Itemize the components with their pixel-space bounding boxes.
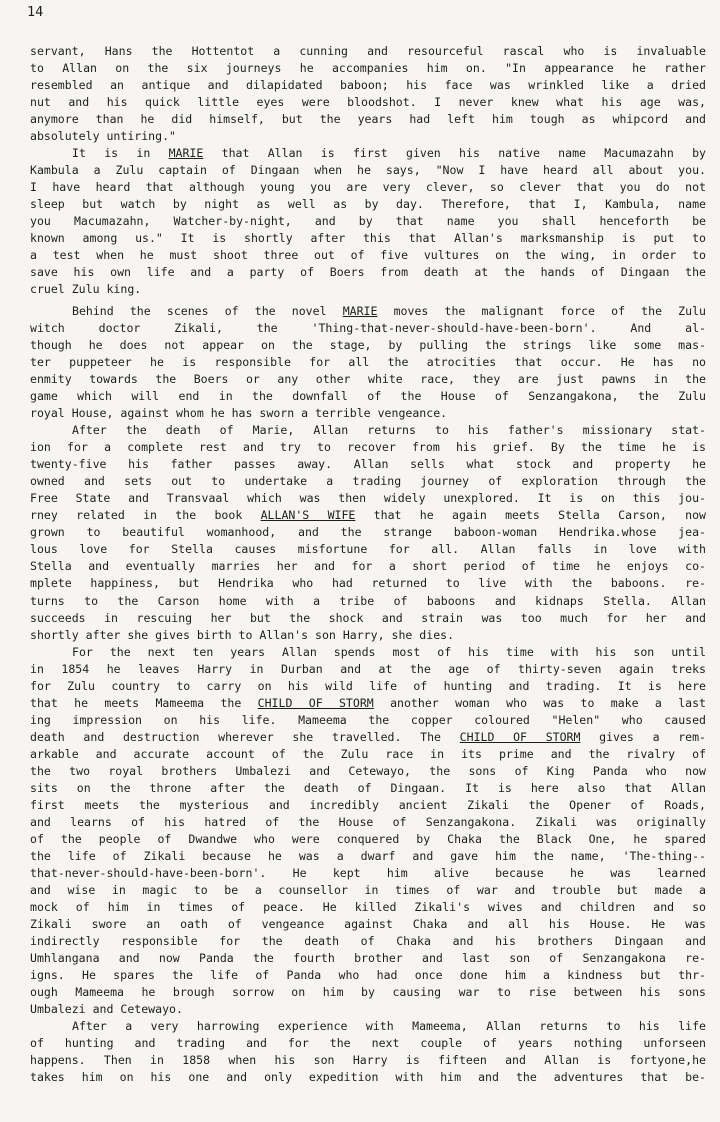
text-line: of the people of Dwandwe who were conquered by Chaka the Black One, he spared: [30, 831, 706, 846]
text-line: Zikali swore an oath of vengeance against Chaka and all his House. He was: [30, 916, 706, 931]
text-line: Umhlangana and now Panda the fourth brother and last son of Senzangakona re-: [30, 950, 706, 965]
page-number: 14: [27, 4, 44, 20]
text-line: ter puppeteer he is responsible for all the atrocities that occur. He has no: [30, 355, 706, 370]
book-title: CHILD OF STORM: [459, 729, 581, 744]
text-line: anymore than he did himself, but the years had left him tough as whipcord and: [30, 112, 706, 127]
text-line: servant, Hans the Hottentot a cunning and resourceful rascal who is invaluable: [30, 44, 706, 58]
text-line: succeeds in rescuing her but the shock and strain was too much for her and: [30, 610, 706, 625]
text-line: grown to beautiful womanhood, and the strange baboon-woman Hendrika.whose jea-: [30, 525, 706, 540]
text-line: sits on the throne after the death of Dingaan. It is here also that Allan: [30, 780, 706, 795]
text-line: cruel Zulu king.: [30, 282, 142, 297]
text-line: in 1854 he leaves Harry in Durban and at the age of thirty-seven again treks: [30, 661, 706, 676]
text-line: Kambula a Zulu captain of Dingaan when he says, "Now I have heard all about you.: [30, 163, 706, 178]
text-line: happens. Then in 1858 when his son Harry is fifteen and Allan is fortyone,he: [30, 1052, 706, 1067]
text-line: twenty-five his father passes away. Allan sells what stock and property he: [30, 457, 706, 472]
text-line: you Macumazahn, Watcher-by-night, and by that name you shall henceforth be: [30, 214, 706, 229]
text-line: that he meets Mameema the CHILD OF STORM another woman who was to make a last: [30, 695, 706, 710]
text-line: a test when he must shoot three out of five vultures on the wing, in order to: [30, 248, 706, 263]
text-line: save his own life and a party of Boers from death at the hands of Dingaan the: [30, 265, 706, 280]
text-line: and wise in magic to be a counsellor in times of war and trouble but made a: [30, 882, 706, 897]
book-title: CHILD OF STORM: [257, 695, 374, 710]
text-line: lous love for Stella causes misfortune for all. Allan falls in love with: [30, 542, 706, 557]
text-line: known among us." It is shortly after this that Allan's marksmanship is put to: [30, 231, 706, 246]
text-line: to Allan on the six journeys he accompanies him on. "In appearance he rather: [30, 61, 706, 76]
text-line: of hunting and trading and for the next couple of years nothing unforseen: [30, 1035, 706, 1050]
text-line: royal House, against whom he has sworn a terrible vengeance.: [30, 406, 448, 421]
text-line: igns. He spares the life of Panda who had once done him a kindness but thr-: [30, 967, 706, 982]
text-line: ough Mameema he brough sorrow on him by causing war to rise between his sons: [30, 984, 706, 999]
text-line: ion for a complete rest and try to recover from his grief. By the time he is: [30, 440, 706, 455]
text-line: the two royal brothers Umbalezi and Cetewayo, the sons of King Panda who now: [30, 763, 706, 778]
text-line: nut and his quick little eyes were bloodshot. I never knew what his age was,: [30, 95, 706, 110]
text-line: shortly after she gives birth to Allan's son Harry, she dies.: [30, 627, 455, 642]
text-line: I have heard that although young you are very clever, so clever that you do not: [30, 180, 706, 195]
text-line: mock of him in times of peace. He killed Zikali's wives and children and so: [30, 899, 706, 914]
text-line: resembled an antique and dilapidated baboon; his face was wrinkled like a dried: [30, 78, 706, 93]
text-line: death and destruction wherever she travelled. The CHILD OF STORM gives a rem-: [30, 729, 706, 744]
text-line: For the next ten years Allan spends most of his time with his son until: [72, 644, 706, 659]
text-line: though he does not appear on the stage, by pulling the strings like some mas-: [30, 338, 706, 353]
text-line: enmity towards the Boers or any other white race, they are just pawns in the: [30, 372, 706, 387]
text-line: takes him on his one and only expedition with him and the adventures that be-: [30, 1069, 706, 1084]
text-line: absolutely untiring.": [30, 129, 176, 144]
text-line: Behind the scenes of the novel MARIE moves the malignant force of the Zulu: [72, 304, 706, 319]
text-line: rney related in the book ALLAN'S WIFE that he again meets Stella Carson, now: [30, 508, 706, 523]
body-text: [30, 43, 706, 1086]
text-line: witch doctor Zikali, the 'Thing-that-never-should-have-been-born'. And al-: [30, 321, 706, 336]
text-line: and learns of his hatred of the House of Senzangakona. Zikali was originally: [30, 814, 706, 829]
book-title: MARIE: [342, 304, 378, 319]
book-title: ALLAN'S WIFE: [260, 508, 356, 523]
text-line: Free State and Transvaal which was then widely unexplored. It is on this jou-: [30, 491, 706, 506]
text-line: mplete happiness, but Hendrika who had returned to live with the baboons. re-: [30, 576, 706, 591]
text-line: that-never-should-have-been-born'. He kept him alive because he was learned: [30, 865, 706, 880]
text-line: ing impression on his life. Mameema the copper coloured "Helen" who caused: [30, 712, 706, 727]
text-line: Stella and eventually marries her and for a short period of time he enjoys co-: [30, 559, 706, 574]
text-line: Umbalezi and Cetewayo.: [30, 1001, 183, 1016]
text-line: sleep but watch by night as well as by day. Therefore, that I, Kambula, name: [30, 197, 706, 212]
text-line: turns to the Carson home with a tribe of baboons and kidnaps Stella. Allan: [30, 593, 706, 608]
text-line: the life of Zikali because he was a dwarf and gave him the name, 'The-thing--: [30, 848, 706, 863]
book-title: MARIE: [168, 146, 204, 161]
text-line: After the death of Marie, Allan returns to his father's missionary stat-: [72, 423, 706, 438]
text-line: After a very harrowing experience with Mameema, Allan returns to his life: [72, 1018, 706, 1033]
text-line: first meets the mysterious and incredibly ancient Zikali the Opener of Roads,: [30, 797, 706, 812]
text-line: It is in MARIE that Allan is first given his native name Macumazahn by: [72, 146, 706, 161]
text-line: game which will end in the downfall of the House of Senzangakona, the Zulu: [30, 389, 706, 404]
text-line: arkable and accurate account of the Zulu race in its prime and the rivalry of: [30, 746, 706, 761]
text-line: owned and sets out to undertake a trading journey of exploration through the: [30, 474, 706, 489]
text-line: for Zulu country to carry on his wild life of hunting and trading. It is here: [30, 678, 706, 693]
text-line: indirectly responsible for the death of Chaka and his brothers Dingaan and: [30, 933, 706, 948]
